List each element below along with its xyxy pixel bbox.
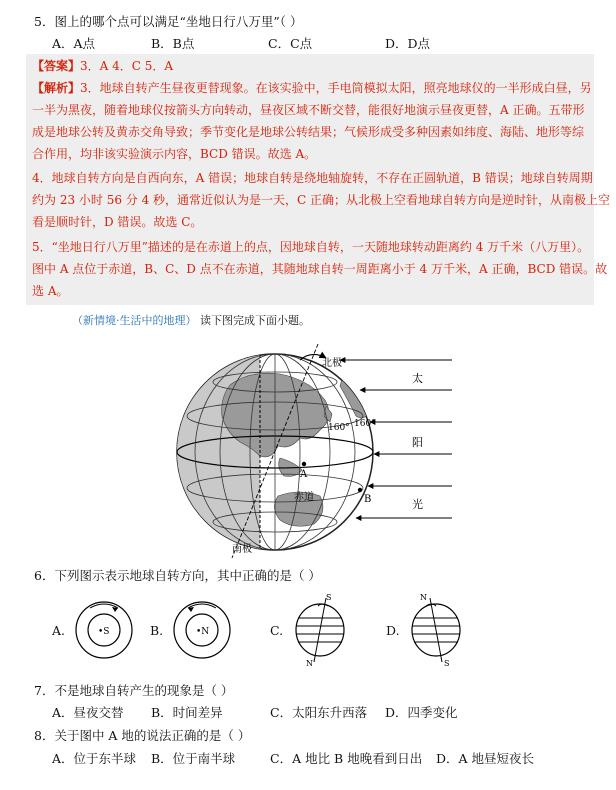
q6-option-d-label[interactable]: D.	[386, 623, 400, 638]
sunlight-char-3: 光	[412, 498, 423, 511]
q8-option-b[interactable]: B．位于南半球	[151, 751, 236, 766]
analysis-line-8: 5．“坐地日行八万里”描述的是在赤道上的点，因地球自转，一天随地球转动距离约 4 万千米（八万里）。	[32, 240, 590, 254]
q6-option-c-bottom: N	[306, 659, 313, 668]
analysis-line-6: 约为 23 小时 56 分 4 秒，通常近似认为是一天，C 正确；从北极上空看地球自转方向是逆时针，从南极上空	[32, 193, 611, 207]
globe-figure	[160, 330, 460, 560]
analysis-line-7: 看是顺时针，D 错误。故选 C。	[32, 215, 203, 229]
analysis-line-1: 【解析】3．地球自转产生昼夜更替现象。在该实验中，手电筒模拟太阳，照亮地球仪的一半形成白昼，另	[32, 81, 592, 95]
figure-intro	[72, 312, 310, 328]
sunlight-char-1: 太	[412, 372, 423, 385]
q7-option-a[interactable]: A．昼夜交替	[52, 705, 124, 720]
equator-label: 赤道	[294, 492, 314, 503]
q6-stem: 6．下列图示表示地球自转方向，其中正确的是（ ）	[34, 568, 321, 583]
longitude-label-right: 160°	[354, 419, 376, 429]
q7-option-c[interactable]: C．太阳东升西落	[270, 705, 368, 720]
analysis-line-10: 选 A。	[32, 284, 69, 298]
point-b-label: B	[364, 494, 372, 505]
answer-text: 3．A 4．C 5．A	[80, 59, 174, 73]
point-a-dot	[302, 462, 306, 466]
intro-text: 读下图完成下面小题。	[200, 314, 310, 327]
q6-option-a-label[interactable]: A.	[52, 623, 66, 638]
q6-option-a-figure[interactable]	[72, 598, 136, 662]
sunlight-char-2: 阳	[412, 436, 423, 449]
analysis-line-3: 成是地球公转及黄赤交角导致；季节变化是地球公转结果；气候形成受多种因素如纬度、海陆、地形等综	[32, 125, 585, 139]
q6-option-d-top: N	[420, 593, 427, 602]
q6-option-c-top: S	[326, 593, 332, 602]
answer-label: 【答案】	[32, 59, 81, 73]
q5-option-a[interactable]: A．A点	[52, 36, 96, 51]
q7-stem: 7．不是地球自转产生的现象是（ ）	[34, 683, 234, 698]
analysis-line-9: 图中 A 点位于赤道，B、C、D 点不在赤道，其随地球自转一周距离小于 4 万千米，A 正确，BCD 错误。故	[32, 262, 608, 276]
point-a-label: A	[300, 469, 308, 480]
q6-option-c-label[interactable]: C.	[270, 623, 284, 638]
south-pole-label: 南极	[232, 544, 252, 555]
analysis-label: 【解析】	[32, 81, 81, 95]
q6-option-b-center: •N	[196, 627, 210, 637]
q6-option-c-figure[interactable]	[288, 590, 352, 670]
q7-option-b[interactable]: B．时间差异	[151, 705, 223, 720]
q6-option-b-figure[interactable]	[170, 598, 234, 662]
q6-option-d-bottom: S	[444, 659, 450, 668]
q6-option-a-center: •S	[98, 627, 110, 637]
point-b-dot	[358, 488, 362, 492]
analysis-line-5: 4．地球自转方向是自西向东，A 错误；地球自转是绕地轴旋转，不存在正圆轨道，B 错误；地球自转周期	[32, 171, 593, 185]
q8-option-c[interactable]: C．A 地比 B 地晚看到日出	[270, 751, 423, 766]
q8-option-d[interactable]: D．A 地昼短夜长	[436, 751, 535, 766]
analysis-line-4: 合作用，均非该实验演示内容，BCD 错误。故选 A。	[32, 147, 317, 161]
q6-option-b-label[interactable]: B.	[150, 623, 164, 638]
north-pole-label: 北极	[322, 358, 342, 369]
intro-tag: （新情境·生活中的地理）	[72, 314, 197, 327]
answer-line	[32, 56, 173, 78]
q5-option-c[interactable]: C．C点	[268, 36, 313, 51]
q7-option-d[interactable]: D．四季变化	[385, 705, 458, 720]
longitude-label-left: 160°	[328, 423, 350, 433]
q8-stem: 8．关于图中 A 地的说法正确的是（ ）	[34, 728, 251, 743]
q5-stem: 5．图上的哪个点可以满足“坐地日行八万里”（ ）	[34, 14, 303, 29]
analysis-line-2: 一半为黑夜，随着地球仪按箭头方向转动，昼夜区域不断交替，能很好地演示昼夜更替，A 正确。五带形	[32, 103, 585, 117]
q8-option-a[interactable]: A．位于东半球	[52, 751, 137, 766]
q5-option-b[interactable]: B．B点	[151, 36, 195, 51]
q6-option-d-figure[interactable]	[404, 590, 468, 670]
q5-option-d[interactable]: D．D点	[385, 36, 431, 51]
